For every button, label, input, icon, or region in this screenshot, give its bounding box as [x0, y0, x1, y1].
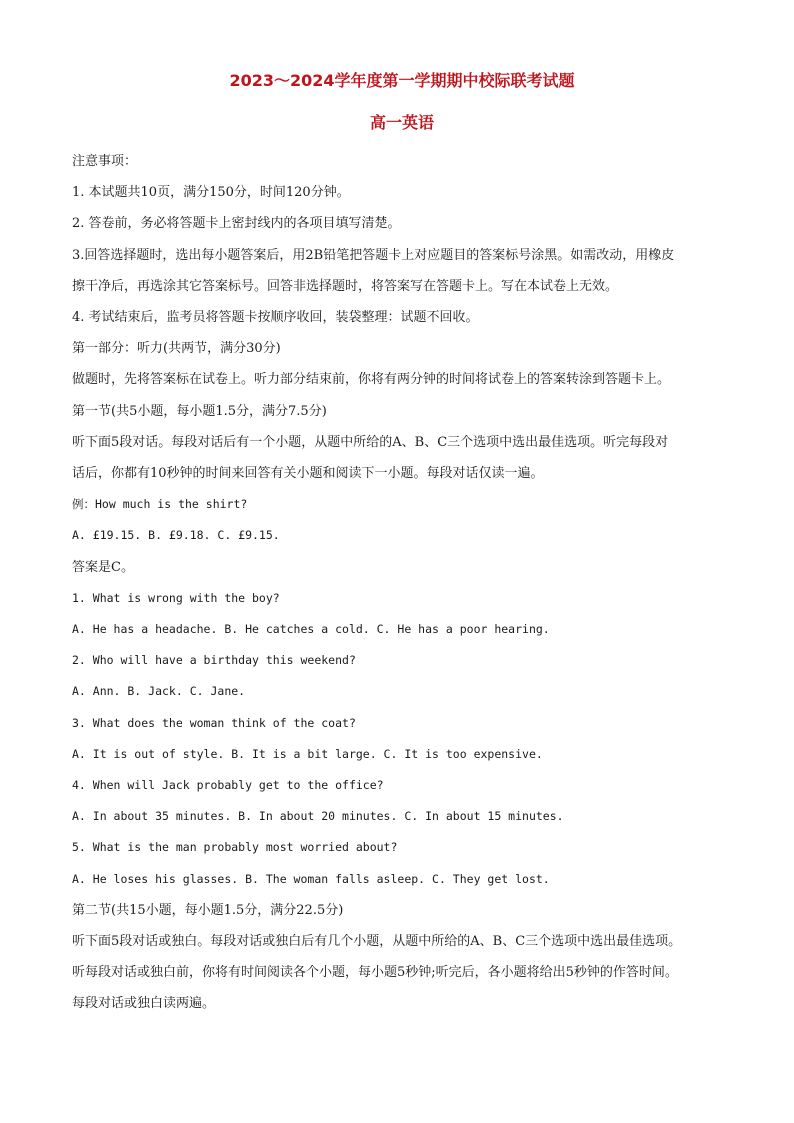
example-options: A. £19.15. B. £9.18. C. £9.15. [72, 528, 280, 543]
notice-item-3-cont: 擦干净后，再选涂其它答案标号。回答非选择题时，将答案写在答题卡上。写在本试卷上无效。 [72, 278, 619, 294]
exam-title: 2023～2024学年度第一学期期中校际联考试题 [229, 71, 575, 90]
section1-instruction-1: 听下面5段对话。每段对话后有一个小题，从题中所给的A、B、C三个选项中选出最佳选项。听完每段对 [72, 434, 669, 450]
section2-instruction-3: 每段对话或独白读两遍。 [72, 996, 216, 1012]
question-3: 3. What does the woman think of the coat? [72, 715, 356, 730]
section1-instruction-2: 话后，你都有10秒钟的时间来回答有关小题和阅读下一小题。每段对话仅读一遍。 [72, 466, 544, 482]
section2-instruction-2: 听每段对话或独白前，你将有时间阅读各个小题，每小题5秒钟;听完后，各小题将给出5秒钟的作答时间。 [72, 965, 678, 981]
section2-heading: 第二节(共15小题，每小题1.5分，满分22.5分) [72, 902, 344, 918]
notice-item-4: 4. 考试结束后，监考员将答题卡按顺序收回，装袋整理：试题不回收。 [72, 310, 479, 326]
notice-item-3: 3.回答选择题时，选出每小题答案后，用2B铅笔把答题卡上对应题目的答案标号涂黑。如需改动，用橡皮 [72, 247, 675, 263]
question-4-options: A. In about 35 minutes. B. In about 20 minutes. C. In about 15 minutes. [72, 809, 564, 824]
section2-instruction-1: 听下面5段对话或独白。每段对话或独白后有几个小题，从题中所给的A、B、C三个选项中选出最佳选项。 [72, 934, 682, 950]
question-1-options: A. He has a headache. B. He catches a cold. C. He has a poor hearing. [72, 622, 550, 637]
example-answer: 答案是C。 [72, 559, 134, 575]
example-question: 例：How much is the shirt? [72, 497, 248, 512]
notice-item-1: 1. 本试题共10页，满分150分，时间120分钟。 [72, 185, 350, 201]
part1-heading: 第一部分：听力(共两节，满分30分) [72, 341, 281, 357]
exam-subject: 高一英语 [369, 113, 434, 132]
question-5: 5. What is the man probably most worried about? [72, 840, 398, 855]
section1-heading: 第一节(共5小题，每小题1.5分，满分7.5分) [72, 403, 327, 419]
notice-heading: 注意事项： [72, 154, 138, 169]
question-2-options: A. Ann. B. Jack. C. Jane. [72, 684, 246, 699]
question-5-options: A. He loses his glasses. B. The woman falls asleep. C. They get lost. [72, 871, 550, 886]
question-3-options: A. It is out of style. B. It is a bit large. C. It is too expensive. [72, 746, 543, 761]
question-1: 1. What is wrong with the boy? [72, 590, 280, 605]
notice-item-2: 2. 答卷前，务必将答题卡上密封线内的各项目填写清楚。 [72, 216, 401, 232]
question-2: 2. Who will have a birthday this weekend? [72, 653, 356, 668]
part1-instruction: 做题时，先将答案标在试卷上。听力部分结束前，你将有两分钟的时间将试卷上的答案转涂到答题卡上。 [72, 372, 671, 388]
exam-page [72, 70, 732, 1020]
question-4: 4. When will Jack probably get to the office? [72, 778, 384, 793]
